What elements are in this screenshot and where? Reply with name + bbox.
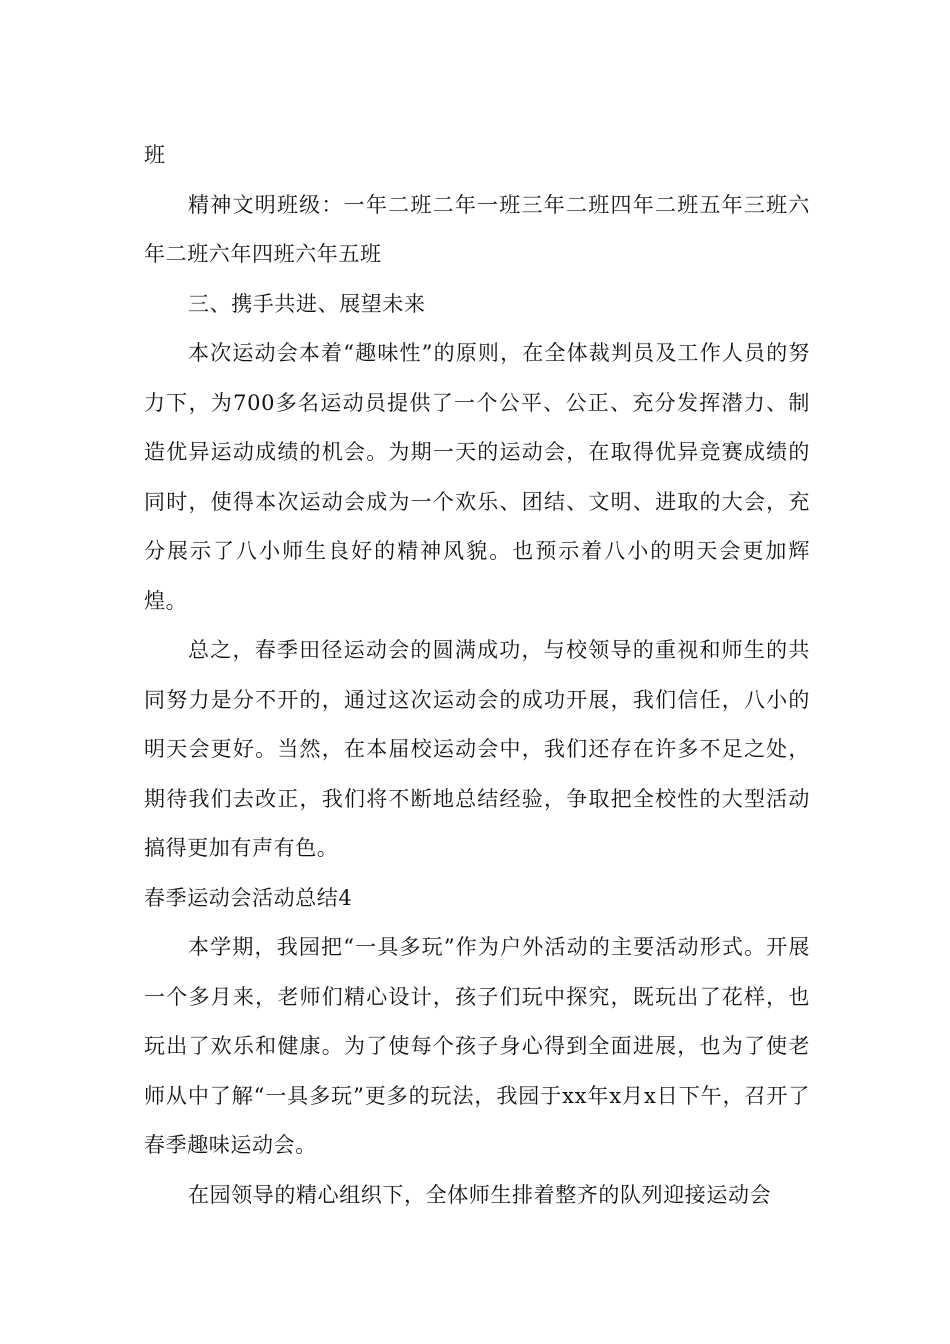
- paragraph-kindergarten-activity: 本学期，我园把“一具多玩”作为户外活动的主要活动形式。开展一个多月来，老师们精心设计，孩子们玩中探究，既玩出了花样，也玩出了欢乐和健康。为了使每个孩子身心得到全面进展，也为了使老师从中了解“一具多玩”更多的玩法，我园于xx年x月x日下午，召开了春季趣味运动会。: [144, 935, 810, 1157]
- section-heading-three: 三、携手共进、展望未来: [188, 291, 426, 316]
- document-body: [144, 131, 810, 1220]
- paragraph-continuation: 班: [144, 143, 166, 167]
- paragraph-opening-ceremony: 在园领导的精心组织下，全体师生排着整齐的队列迎接运动会: [188, 1182, 772, 1207]
- paragraph-conclusion: 总之，春季田径运动会的圆满成功，与校领导的重视和师生的共同努力是分不开的，通过这次运动会的成功开展，我们信任，八小的明天会更好。当然，在本届校运动会中，我们还存在许多不足之处，期待我们去改正，我们将不断地总结经验，争取把全校性的大型活动搞得更加有声有色。: [144, 638, 810, 860]
- paragraph-sports-meet-summary: 本次运动会本着“趣味性”的原则，在全体裁判员及工作人员的努力下，为700多名运动员提供了一个公平、公正、充分发挥潜力、制造优异运动成绩的机会。为期一天的运动会，在取得优异竞赛成绩的同时，使得本次运动会成为一个欢乐、团结、文明、进取的大会，充分展示了八小师生良好的精神风貌。也预示着八小的明天会更加辉煌。: [144, 341, 810, 613]
- paragraph-civilized-classes: 精神文明班级：一年二班二年一班三年二班四年二班五年三班六年二班六年四班六年五班: [144, 192, 810, 266]
- section-title-summary-4: 春季运动会活动总结4: [144, 885, 353, 910]
